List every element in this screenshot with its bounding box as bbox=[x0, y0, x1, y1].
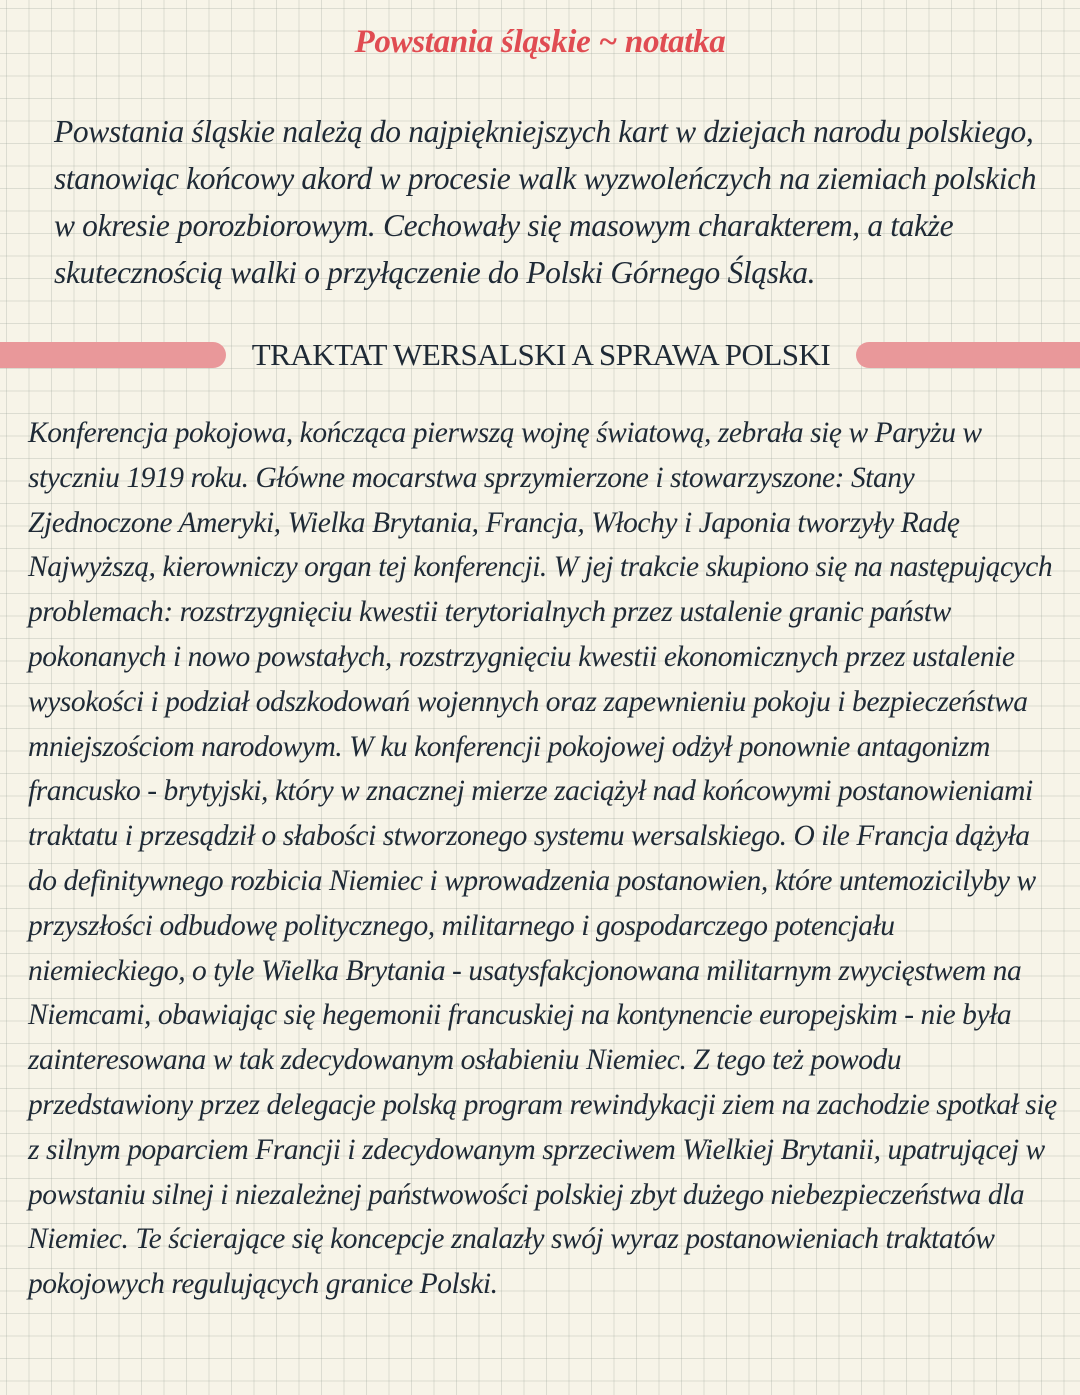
section-title: TRAKTAT WERSALSKI A SPRAWA POLSKI bbox=[251, 337, 831, 372]
intro-paragraph: Powstania śląskie należą do najpiękniejszych kart w dziejach narodu polskiego, stanowiąc końcowy akord w procesie walk wyzwoleńczych na ziemiach polskich w okresie porozbiorowym. Cechowały się masowym charakterem, a także skutecznością walki o przyłączenie do Polski Górnego Śląska. bbox=[54, 114, 1037, 290]
right-highlight-bar bbox=[856, 342, 1080, 368]
section-paragraph: Konferencja pokojowa, kończąca pierwszą wojnę światową, zebrała się w Paryżu w styczniu 1919 roku. Główne mocarstwa sprzymierzone i stowarzyszone: Stany Zjednoczone Ameryki, Wielka Brytania, Francja, Włochy i Japonia tworzyły Radę Najwyższą, kierowniczy organ tej konferencji. W jej trakcie skupiono się na następujących problemach: rozstrzygnięciu kwestii terytorialnych przez ustalenie granic państw pokonanych i nowo powstałych, rozstrzygnięciu kwestii ekonomicznych przez ustalenie wysokości i podział odszkodowań wojennych oraz zapewnieniu pokoju i bezpieczeństwa mniejszościom narodowym. W ku konferencji pokojowej odżył ponownie antagonizm francusko - brytyjski, który w znacznej mierze zaciążył nad końcowymi postanowieniami traktatu i przesądził o słabości stworzonego systemu wersalskiego. O ile Francja dążyła do definitywnego rozbicia Niemiec i wprowadzenia postanowien, które untemozicilyby w przyszłości odbudowę politycznego, militarnego i gospodarczego potencjału niemieckiego, o tyle Wielka Brytania - usatysfakcjonowana militarnym zwycięstwem na Niemcami, obawiając się hegemonii francuskiej na kontynencie europejskim - nie była zainteresowana w tak zdecydowanym osłabieniu Niemiec. Z tego też powodu przedstawiony przez delegacje polską program rewindykacji ziem na zachodzie spotkał się z silnym poparciem Francji i zdecydowanym sprzeciwem Wielkiej Brytanii, upatrującej w powstaniu silnej i niezależnej państwowości polskiej zbyt dużego niebezpieczeństwa dla Niemiec. Te ścierające się koncepcje znalazły swój wyraz postanowieniach traktatów pokojowych regulujących granice Polski. bbox=[28, 417, 1057, 1301]
section-header bbox=[0, 335, 1080, 375]
left-highlight-bar bbox=[0, 342, 226, 368]
page-title: Powstania śląskie ~ notatka bbox=[354, 24, 726, 60]
